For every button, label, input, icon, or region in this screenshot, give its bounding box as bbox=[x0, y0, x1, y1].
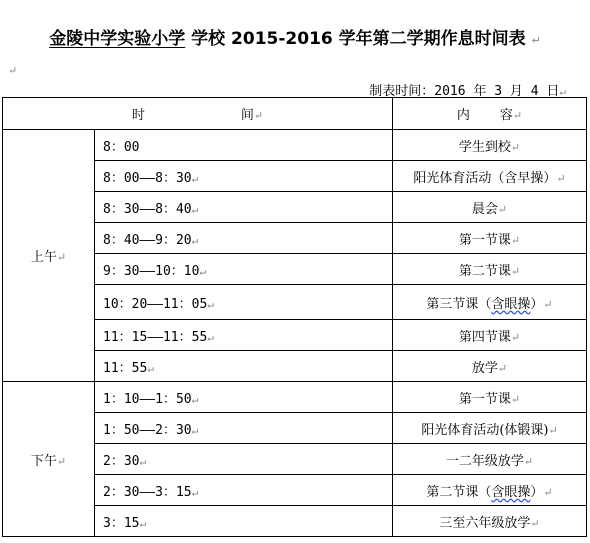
time-cell: 8：30——8：40↵ bbox=[95, 192, 393, 223]
period-afternoon: 下午↵ bbox=[3, 382, 95, 537]
time-cell: 8：00 bbox=[95, 130, 393, 161]
header-content-char: 容 bbox=[499, 108, 513, 123]
time-cell: 1：10——1：50↵ bbox=[95, 382, 393, 413]
title-rest: 学校 2015-2016 学年第二学期作息时间表 bbox=[191, 29, 526, 49]
content-cell: 第一节课↵ bbox=[393, 223, 587, 254]
time-cell: 9：30——10：10↵ bbox=[95, 254, 393, 285]
time-cell: 11：55↵ bbox=[95, 351, 393, 382]
document-title bbox=[0, 24, 590, 49]
spellcheck-underline: 含眼操 bbox=[491, 296, 531, 312]
paragraph-mark-icon: ↵ bbox=[512, 109, 523, 122]
content-cell: 第二节课↵ bbox=[393, 254, 587, 285]
header-time-char: 时 bbox=[131, 108, 145, 123]
content-cell: 放学↵ bbox=[393, 351, 587, 382]
time-cell: 3：15↵ bbox=[95, 506, 393, 537]
content-cell: 第四节课↵ bbox=[393, 320, 587, 351]
time-cell: 8：40——9：20↵ bbox=[95, 223, 393, 254]
table-header-row bbox=[3, 98, 587, 130]
table-row bbox=[3, 382, 587, 413]
spellcheck-underline: 含眼操 bbox=[491, 484, 531, 500]
header-content bbox=[393, 98, 587, 130]
header-content-char: 内 bbox=[456, 108, 470, 123]
paragraph-mark-icon: ↵ bbox=[253, 109, 264, 122]
content-cell: 第二节课（含眼操）↵ bbox=[393, 475, 587, 506]
made-time-text: 制表时间：2016 年 3 月 4 日 bbox=[369, 84, 560, 99]
content-cell: 第一节课↵ bbox=[393, 382, 587, 413]
content-cell: 三至六年级放学↵ bbox=[393, 506, 587, 537]
paragraph-mark-icon: ↵ bbox=[559, 85, 566, 98]
table-row bbox=[3, 130, 587, 161]
time-cell: 1：50——2：30↵ bbox=[95, 413, 393, 444]
time-cell: 11：15——11：55↵ bbox=[95, 320, 393, 351]
content-cell: 晨会↵ bbox=[393, 192, 587, 223]
content-cell: 学生到校↵ bbox=[393, 130, 587, 161]
header-time bbox=[3, 98, 393, 130]
header-time-char: 间 bbox=[240, 108, 254, 123]
content-cell: 阳光体育活动（含早操）↵ bbox=[393, 161, 587, 192]
paragraph-mark-icon: ↵ bbox=[531, 34, 541, 47]
content-cell: 第三节课（含眼操）↵ bbox=[393, 285, 587, 320]
time-cell: 8：00——8：30↵ bbox=[95, 161, 393, 192]
time-cell: 2：30↵ bbox=[95, 444, 393, 475]
time-cell: 10：20——11：05↵ bbox=[95, 285, 393, 320]
schedule-table bbox=[2, 97, 587, 537]
content-cell: 一二年级放学↵ bbox=[393, 444, 587, 475]
paragraph-mark-icon: ↵ bbox=[8, 64, 18, 77]
school-name: 金陵中学实验小学 bbox=[49, 29, 186, 49]
content-cell: 阳光体育活动(体锻课)↵ bbox=[393, 413, 587, 444]
period-morning: 上午↵ bbox=[3, 130, 95, 382]
time-cell: 2：30——3：15↵ bbox=[95, 475, 393, 506]
